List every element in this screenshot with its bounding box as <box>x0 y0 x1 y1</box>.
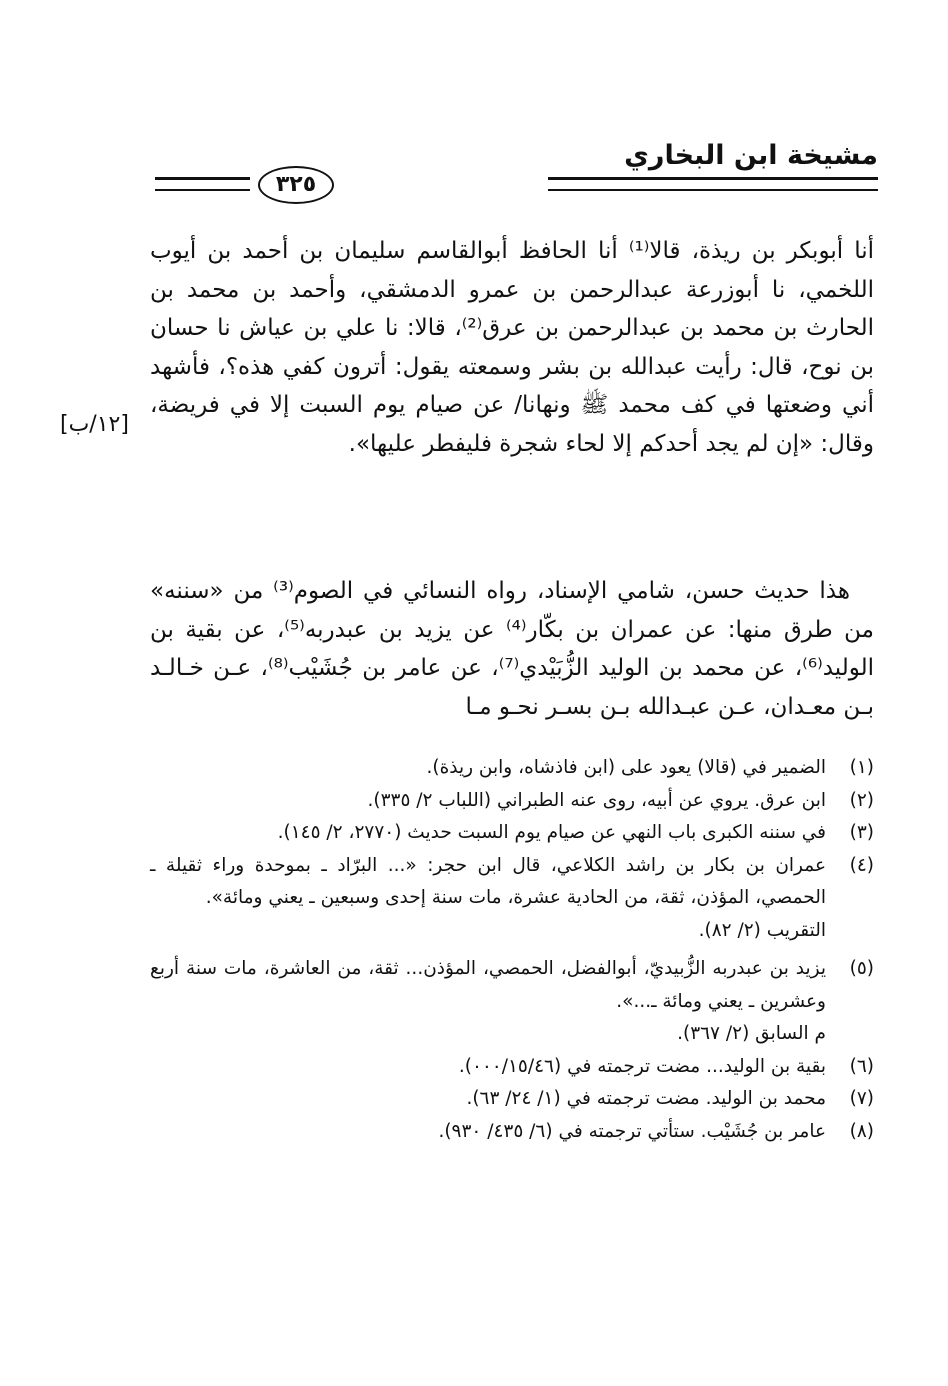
main-text-block-1 <box>150 232 874 463</box>
footnote-3 <box>150 817 874 850</box>
header-rule-left-lower <box>155 189 250 191</box>
footnote-source: م السابق (٢/ ٣٦٧). <box>677 1023 826 1044</box>
footnote-8 <box>150 1116 874 1149</box>
footnote-number: (٤) <box>849 854 874 876</box>
header-rule-left <box>155 177 250 180</box>
footnote-5 <box>150 953 874 1051</box>
footnote-number: (٨) <box>849 1120 874 1142</box>
footnote-text: بقية بن الوليد... مضت ترجمته في (٠٠٠/١٥/٤٦). <box>458 1055 826 1077</box>
footnotes <box>150 752 874 1148</box>
header-rule-right-lower <box>548 189 878 191</box>
footnote-text: عامر بن جُشَيْب. ستأتي ترجمته في (٦/ ٤٣٥/ ٩٣٠). <box>438 1120 826 1142</box>
footnote-text: في سننه الكبرى باب النهي عن صيام يوم السبت حديث (٢٧٧٠، ٢/ ١٤٥). <box>277 822 826 843</box>
header-rule-right <box>548 177 878 180</box>
footnote-4 <box>150 850 874 948</box>
footnote-1 <box>150 752 874 785</box>
footnote-number: (٦) <box>849 1055 874 1077</box>
running-header-title: مشيخة ابن البخاري <box>624 140 878 171</box>
footnote-text: يزيد بن عبدربه الزُّبيديّ، أبوالفضل، الحمصي، المؤذن... ثقة، من العاشرة، مات سنة أربع وعشرين ـ يعني ومائة ـ...». <box>150 958 826 1012</box>
margin-folio-note: [١٢/ب] <box>60 412 129 437</box>
footnote-text: ابن عرق. يروي عن أبيه، روى عنه الطبراني (اللباب ٢/ ٣٣٥). <box>367 789 826 811</box>
footnote-number: (١) <box>849 757 874 778</box>
footnote-source: التقريب (٢/ ٨٢). <box>698 919 826 941</box>
footnote-6 <box>150 1051 874 1084</box>
footnote-number: (٥) <box>849 958 874 979</box>
footnote-text: الضمير في (قالا) يعود على (ابن فاذشاه، وابن ريذة). <box>426 757 826 778</box>
main-text-block-2 <box>150 572 874 726</box>
footnote-text: محمد بن الوليد. مضت ترجمته في (١/ ٢٤/ ٦٣). <box>466 1088 826 1109</box>
footnote-number: (٢) <box>849 789 874 811</box>
footnote-number: (٣) <box>849 822 874 843</box>
footnote-2 <box>150 785 874 818</box>
page-number: ٣٢٥ <box>258 166 334 204</box>
footnote-7 <box>150 1083 874 1116</box>
footnote-number: (٧) <box>849 1088 874 1109</box>
paragraph-hadith-chain: أنا أبوبكر بن ريذة، قالا⁽¹⁾ أنا الحافظ أبوالقاسم سليمان بن أحمد بن أيوب اللخمي، نا أبوزرعة عبدالرحمن بن عمرو الدمشقي، وأحمد بن محمد بن الحارث بن محمد بن عبدالرحمن بن عرق⁽²⁾، قالا: نا علي بن عياش نا حسان بن نوح، قال: رأيت عبدالله بن بشر وسمعته يقول: أترون كفي هذه؟، فأشهد أني وضعتها في كف محمد ﷺ ونهانا/ عن صيام يوم السبت إلا في فريضة، وقال: «إن لم يجد أحدكم إلا لحاء شجرة فليفطر عليها». <box>150 238 874 457</box>
paragraph-takhrij: هذا حديث حسن، شامي الإسناد، رواه النسائي في الصوم⁽³⁾ من «سننه» من طرق منها: عن عمران بن بكّار⁽⁴⁾ عن يزيد بن عبدربه⁽⁵⁾، عن بقية بن الوليد⁽⁶⁾، عن محمد بن الوليد الزُّبَيْدي⁽⁷⁾، عن عامر بن جُشَيْب⁽⁸⁾، عـن خـالـد بـن معـدان، عـن عبـدالله بـن بسـر نحـو مـا <box>150 578 875 720</box>
footnote-text: عمران بن بكار بن راشد الكلاعي، قال ابن حجر: «... البرّاد ـ بموحدة وراء ثقيلة ـ الحمصي، المؤذن، ثقة، من الحادية عشرة، مات سنة إحدى وسبعين ـ يعني ومائة». <box>150 854 826 908</box>
